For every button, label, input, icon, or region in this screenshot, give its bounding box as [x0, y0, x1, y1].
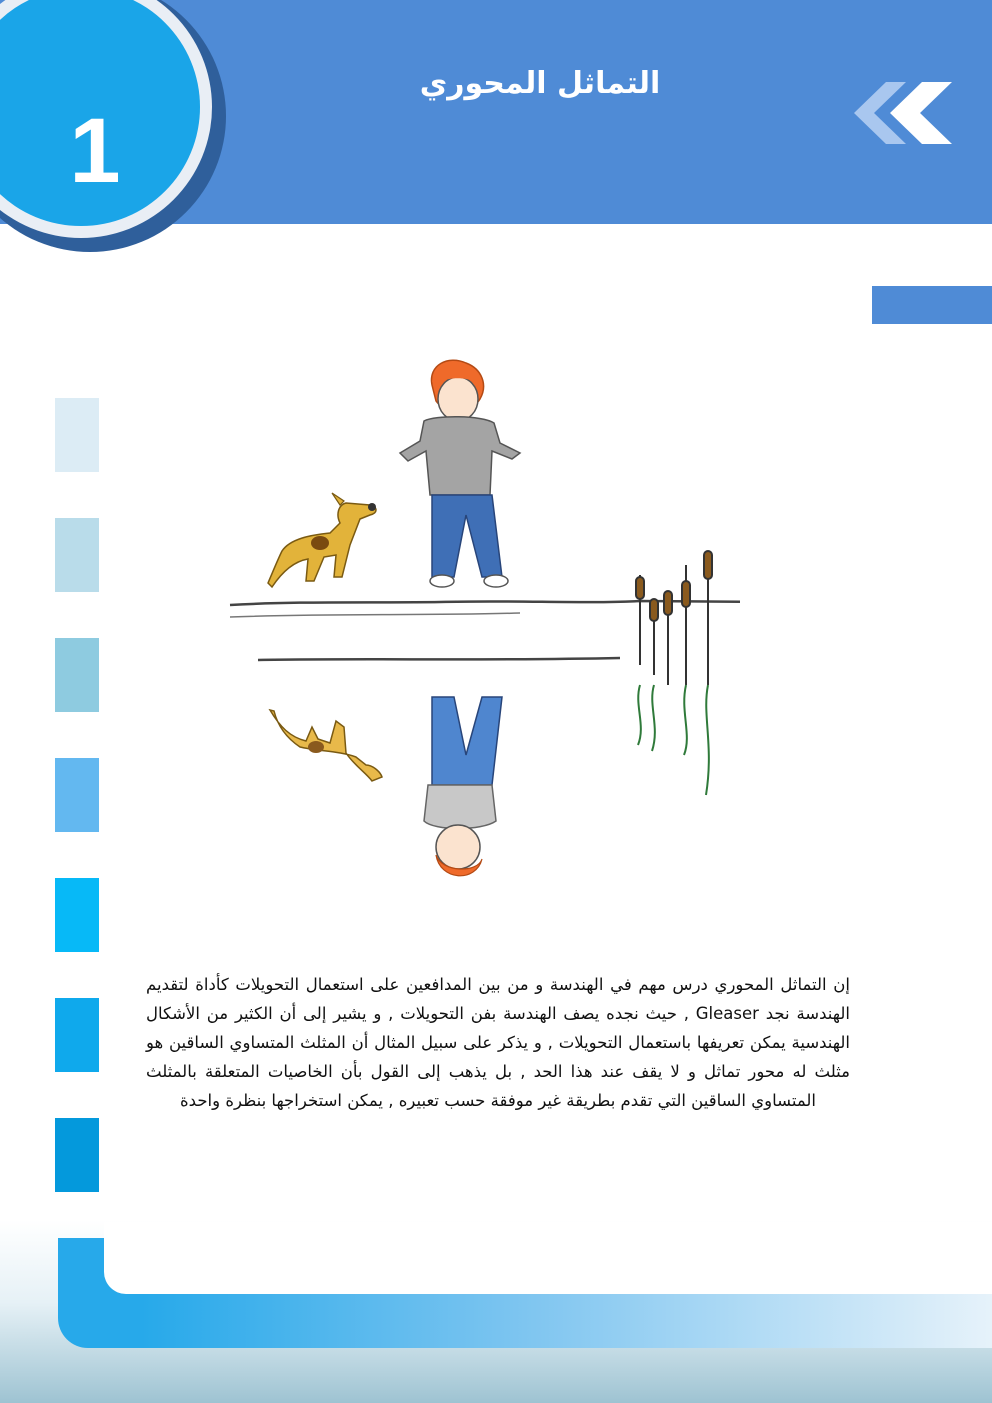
boy-figure [400, 360, 520, 587]
side-square [55, 518, 99, 592]
chapter-number: 1 [69, 100, 121, 202]
body-paragraph: إن التماثل المحوري درس مهم في الهندسة و من بين المدافعين على استعمال التحويلات كأداة لتقديم الهندسة نجد Gleaser , حيث نجده يصف الهندسة بفن التحويلات , و يشير إلى أن الكثير من الأشكال الهندسية يمكن تعريفها باستعمال التحويلات , و يذكر على سبيل المثال أن المثلث المتساوي الساقين هو مثلث له محور تماثل و لا يقف عند هذا الحد , بل يذهب إلى القول بأن الخاصيات المتعلقة بالمثلث المتساوي الساقين التي تقدم بطريقة غير موفقة حسب تعبيره , يمكن استخراجها بنظرة واحدة [146, 975, 850, 1110]
boy-reflection [424, 697, 502, 876]
double-chevron-left-icon[interactable] [850, 82, 960, 144]
side-square [55, 758, 99, 832]
footer-card-edge [104, 1222, 992, 1294]
page-title: التماثل المحوري [419, 66, 661, 101]
right-accent-strip [872, 286, 992, 324]
side-square [55, 1118, 99, 1192]
side-square [55, 638, 99, 712]
dog-reflection [270, 710, 382, 781]
reeds [636, 551, 712, 795]
side-square [55, 398, 99, 472]
footer-bar [142, 1294, 992, 1348]
dog-figure [268, 493, 376, 587]
side-square [55, 998, 99, 1072]
side-square [55, 878, 99, 952]
reflection-illustration [220, 355, 740, 895]
